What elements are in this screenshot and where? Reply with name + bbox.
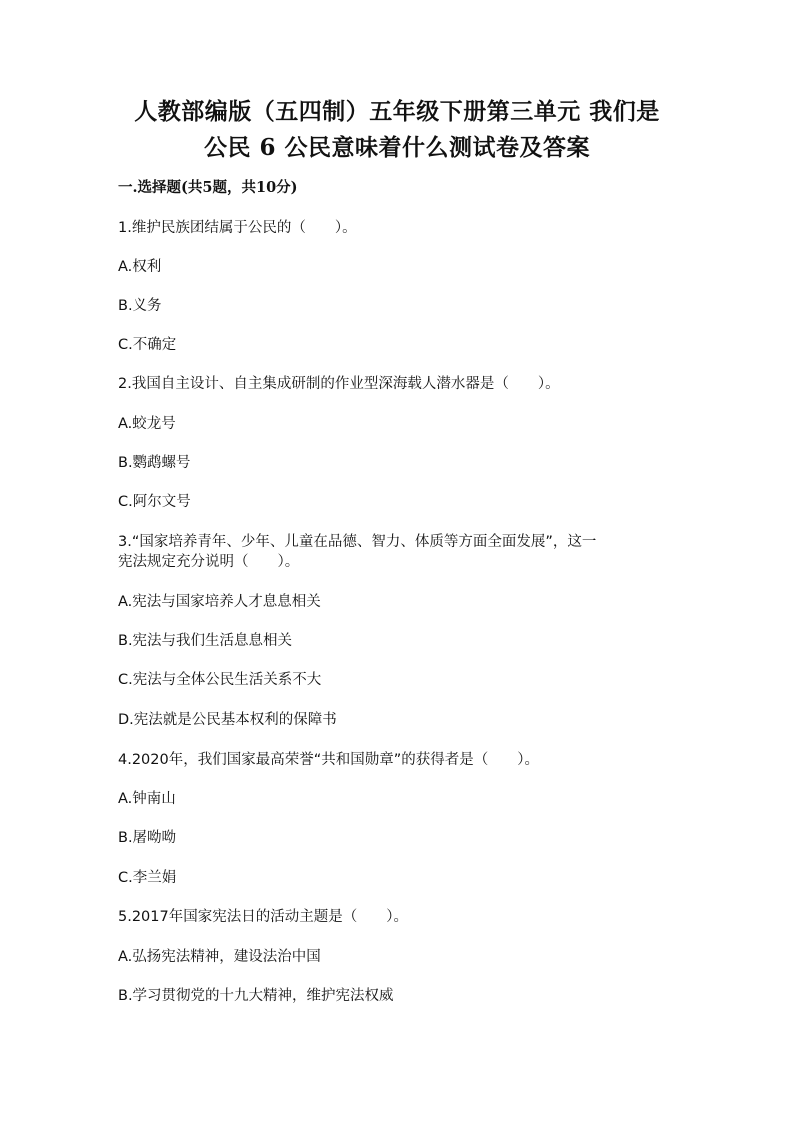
question-1-stem: 1.维护民族团结属于公民的（ ）。 <box>118 220 357 236</box>
question-2-option-a: A.蛟龙号 <box>118 416 176 432</box>
question-4-option-b: B.屠呦呦 <box>118 830 177 846</box>
title-line-1: 人教部编版（五四制）五年级下册第三单元 我们是 <box>134 98 660 125</box>
question-1-option-a: A.权利 <box>118 259 162 275</box>
question-2-stem: 2.我国自主设计、自主集成研制的作业型深海载人潜水器是（ ）。 <box>118 376 560 392</box>
question-3-option-b: B.宪法与我们生活息息相关 <box>118 633 293 649</box>
question-3-stem-line-1: 3.“国家培养青年、少年、儿童在品德、智力、体质等方面全面发展”，这一 <box>118 534 597 550</box>
document-title <box>90 94 704 166</box>
question-4-stem: 4.2020年，我们国家最高荣誉“共和国勋章”的获得者是（ ）。 <box>118 752 540 768</box>
question-2-option-c: C.阿尔文号 <box>118 494 191 510</box>
question-4-option-a: A.钟南山 <box>118 791 176 807</box>
question-3-option-d: D.宪法就是公民基本权利的保障书 <box>118 712 337 728</box>
section-heading: 一.选择题(共5题，共10分) <box>118 179 298 196</box>
question-5-stem: 5.2017年国家宪法日的活动主题是（ ）。 <box>118 909 408 925</box>
question-1-option-b: B.义务 <box>118 298 162 314</box>
question-5-option-a: A.弘扬宪法精神，建设法治中国 <box>118 949 321 965</box>
question-3-option-c: C.宪法与全体公民生活关系不大 <box>118 672 322 688</box>
question-1-option-c: C.不确定 <box>118 337 177 353</box>
question-2-option-b: B.鹦鹉螺号 <box>118 455 191 471</box>
title-line-2: 公民 6 公民意味着什么测试卷及答案 <box>203 134 591 161</box>
question-5-option-b: B.学习贯彻党的十九大精神，维护宪法权威 <box>118 988 394 1004</box>
question-3-option-a: A.宪法与国家培养人才息息相关 <box>118 594 321 610</box>
question-4-option-c: C.李兰娟 <box>118 870 177 886</box>
question-3-stem-line-2: 宪法规定充分说明（ ）。 <box>118 554 300 570</box>
